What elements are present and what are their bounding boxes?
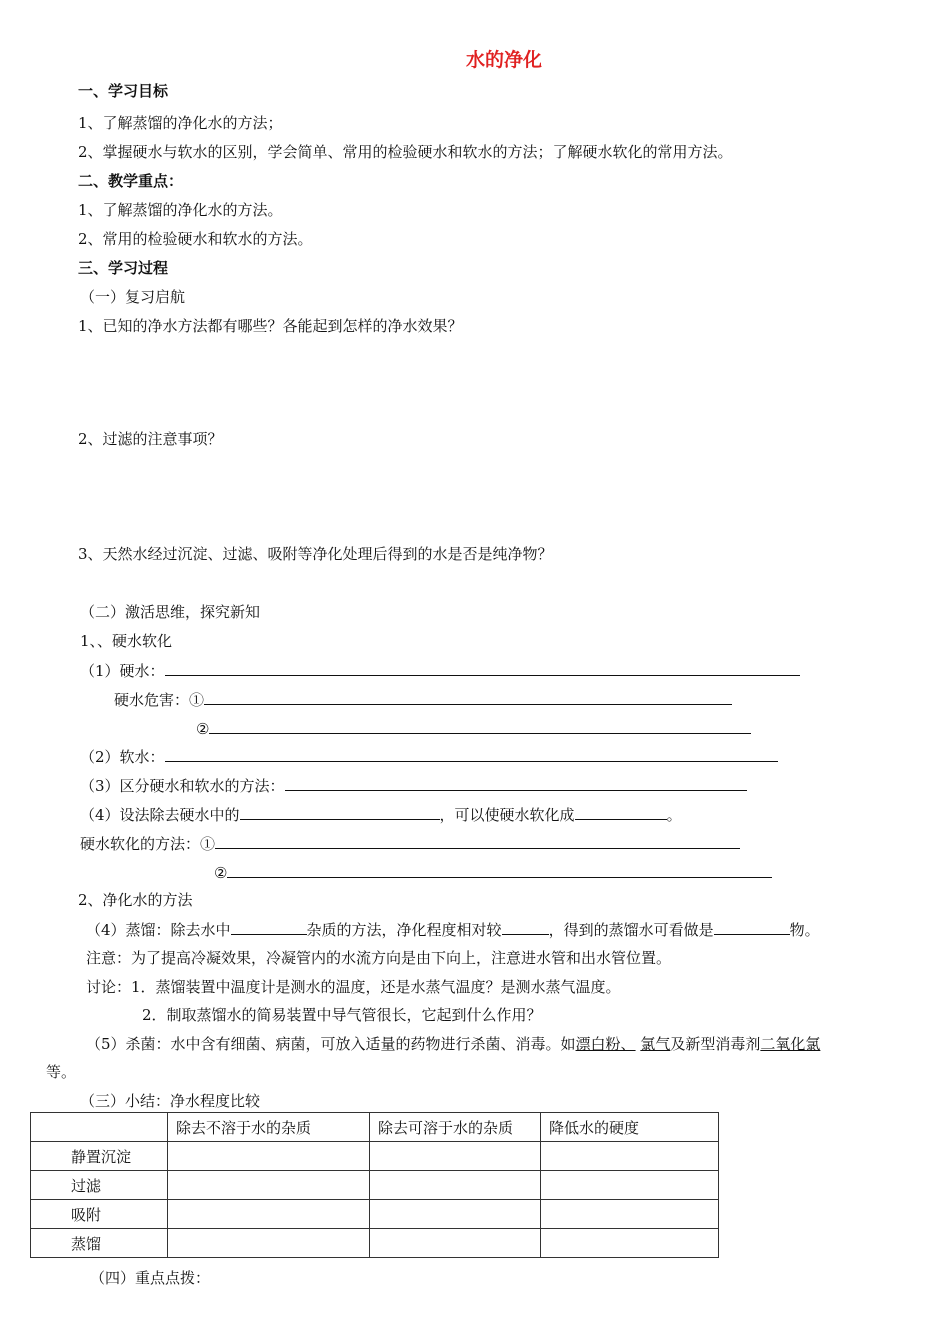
- distinguish-blank[interactable]: [285, 775, 747, 791]
- section-3-heading: 三、学习过程: [78, 259, 169, 277]
- soften-statement-a: （4）设法除去硬水中的: [80, 806, 240, 824]
- table-header-soluble: 除去可溶于水的杂质: [370, 1113, 541, 1142]
- section-1-heading: 一、学习目标: [78, 82, 169, 100]
- harm-blank-2[interactable]: [209, 718, 751, 734]
- table-header-empty: [31, 1113, 168, 1142]
- review-question-2: 2、过滤的注意事项？: [78, 430, 223, 448]
- hard-water-harm-line-2: [196, 718, 751, 739]
- discussion-2: 2．制取蒸馏水的简易装置中导气管很长，它起到什么作用？: [142, 1006, 542, 1024]
- soften-2-label: ②: [214, 864, 228, 882]
- harm-blank-1[interactable]: [204, 689, 732, 705]
- table-cell[interactable]: [168, 1229, 370, 1258]
- distinguish-line: [80, 775, 747, 796]
- soften-method-blank-1[interactable]: [215, 833, 740, 849]
- purification-comparison-table: [30, 1112, 719, 1258]
- table-cell[interactable]: [541, 1171, 719, 1200]
- distill-text-a: （4）蒸馏：除去水中: [86, 921, 231, 939]
- table-cell[interactable]: [370, 1142, 541, 1171]
- soften-method-line: [80, 833, 740, 854]
- table-cell[interactable]: [168, 1142, 370, 1171]
- section-2-heading: 二、教学重点：: [78, 172, 184, 190]
- hard-water-blank[interactable]: [165, 660, 800, 676]
- table-header-insoluble: 除去不溶于水的杂质: [168, 1113, 370, 1142]
- soften-result-blank[interactable]: [575, 804, 667, 820]
- harm-2-label: ②: [196, 720, 210, 738]
- soften-method-line-2: [214, 862, 772, 883]
- sterilize-text-b: 及新型消毒剂: [670, 1035, 761, 1053]
- distill-text-b: 杂质的方法，净化程度相对较: [306, 921, 502, 939]
- goal-item-1: 1、了解蒸馏的净化水的方法；: [78, 114, 283, 132]
- key-point-1: 1、了解蒸馏的净化水的方法。: [78, 201, 283, 219]
- distill-text-c: ，得到的蒸馏水可看做是: [548, 921, 714, 939]
- hard-water-label: （1）硬水：: [80, 662, 165, 680]
- hard-water-harm-line: [114, 689, 732, 710]
- review-question-1: 1、已知的净水方法都有哪些？各能起到怎样的净水效果？: [78, 317, 463, 335]
- table-header-hardness: 降低水的硬度: [541, 1113, 719, 1142]
- key-point-2: 2、常用的检验硬水和软水的方法。: [78, 230, 313, 248]
- distillation-line: [86, 919, 820, 940]
- soft-water-blank[interactable]: [165, 746, 778, 762]
- table-cell[interactable]: [370, 1200, 541, 1229]
- part-4-title: （四）重点点拨：: [90, 1269, 211, 1287]
- sterilize-text: （5）杀菌：水中含有细菌、病菌，可放入适量的药物进行杀菌、消毒。如: [86, 1035, 576, 1053]
- table-row: [31, 1229, 719, 1258]
- distillation-note: 注意：为了提高冷凝效果，冷凝管内的水流方向是由下向上，注意进水管和出水管位置。: [86, 949, 672, 967]
- page-title: 水的净化: [465, 49, 542, 71]
- row-label-distillation: 蒸馏: [31, 1229, 168, 1258]
- subsection-hard-water: 1、、硬水软化: [80, 632, 173, 650]
- table-cell[interactable]: [541, 1229, 719, 1258]
- soften-statement-c: 。: [666, 806, 682, 824]
- distinguish-label: （3）区分硬水和软水的方法：: [80, 777, 285, 795]
- part-1-title: （一）复习启航: [80, 288, 186, 306]
- table-cell[interactable]: [370, 1171, 541, 1200]
- table-header-row: [31, 1113, 719, 1142]
- table-cell[interactable]: [541, 1142, 719, 1171]
- row-label-settling: 静置沉淀: [31, 1142, 168, 1171]
- part-3-title: （三）小结：净水程度比较: [80, 1092, 261, 1110]
- soft-water-line: [80, 746, 778, 767]
- distill-text-d: 物。: [789, 921, 820, 939]
- sterilize-line-end: 等。: [46, 1063, 77, 1081]
- remove-substance-blank[interactable]: [240, 804, 440, 820]
- table-cell[interactable]: [370, 1229, 541, 1258]
- part-2-title: （二）激活思维，探究新知: [80, 603, 261, 621]
- chlorine-gas: 氯气: [640, 1035, 671, 1053]
- table-row: [31, 1142, 719, 1171]
- row-label-adsorption: 吸附: [31, 1200, 168, 1229]
- goal-item-2: 2、掌握硬水与软水的区别，学会简单、常用的检验硬水和软水的方法；了解硬水软化的常用方法。: [78, 143, 733, 161]
- soften-statement-b: ，可以使硬水软化成: [439, 806, 575, 824]
- soften-statement-line: [80, 804, 682, 825]
- hard-water-harm-label: 硬水危害：①: [114, 691, 205, 709]
- sterilize-line: [86, 1034, 820, 1054]
- bleach-powder: 漂白粉、: [575, 1035, 636, 1053]
- soften-method-blank-2[interactable]: [227, 862, 772, 878]
- table-row: [31, 1171, 719, 1200]
- soften-method-label: 硬水软化的方法：①: [80, 835, 216, 853]
- chlorine-dioxide: 二氧化氯: [760, 1035, 821, 1053]
- distill-impurity-blank[interactable]: [231, 919, 307, 935]
- distill-degree-blank[interactable]: [502, 919, 549, 935]
- distill-product-blank[interactable]: [714, 919, 790, 935]
- table-cell[interactable]: [168, 1200, 370, 1229]
- discussion-1: 讨论：1．蒸馏装置中温度计是测水的温度，还是水蒸气温度？是测水蒸气温度。: [86, 978, 621, 996]
- review-question-3: 3、天然水经过沉淀、过滤、吸附等净化处理后得到的水是否是纯净物？: [78, 545, 553, 563]
- table-cell[interactable]: [168, 1171, 370, 1200]
- table-row: [31, 1200, 719, 1229]
- row-label-filtration: 过滤: [31, 1171, 168, 1200]
- soft-water-label: （2）软水：: [80, 748, 165, 766]
- hard-water-line: [80, 660, 800, 681]
- subsection-purify-methods: 2、净化水的方法: [78, 891, 193, 909]
- table-cell[interactable]: [541, 1200, 719, 1229]
